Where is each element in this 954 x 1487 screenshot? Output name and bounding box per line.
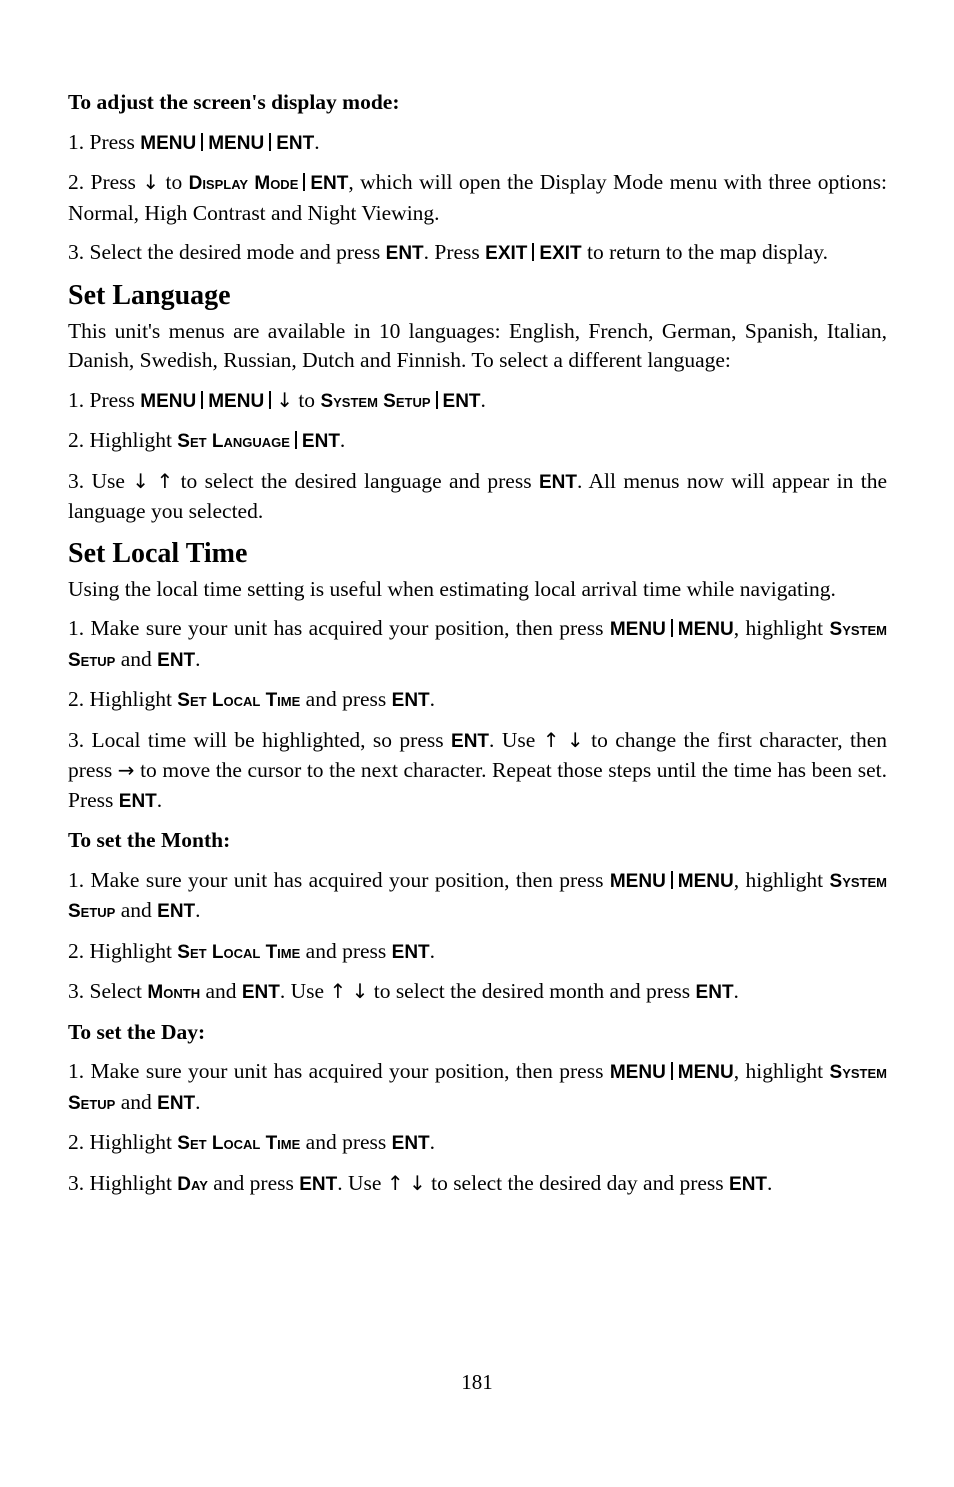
text: , highlight bbox=[733, 867, 830, 892]
text: . bbox=[480, 387, 486, 412]
text: 2. Highlight bbox=[68, 938, 178, 963]
menu-system-setup: System Setup bbox=[68, 870, 887, 922]
key-ent: ENT bbox=[301, 431, 340, 452]
arrow-up-icon: ↑ bbox=[386, 1170, 404, 1195]
text: 1. Make sure your unit has acquired your position, then press bbox=[68, 616, 610, 640]
set-language-title: Set Language bbox=[68, 279, 231, 311]
display-mode-step-3 bbox=[68, 238, 887, 269]
text: . bbox=[429, 687, 436, 711]
key-ent: ENT bbox=[391, 1133, 430, 1154]
text: 2. Highlight bbox=[68, 687, 178, 711]
set-language-step-2 bbox=[68, 426, 887, 457]
key-separator bbox=[269, 133, 271, 151]
key-menu: MENU bbox=[677, 870, 734, 892]
key-menu: MENU bbox=[609, 1062, 666, 1083]
text: . bbox=[733, 979, 739, 1003]
text: 1. Make sure your unit has acquired your position, then press bbox=[68, 1059, 610, 1083]
text: 3. Highlight bbox=[68, 1170, 178, 1195]
text: . Use bbox=[337, 1170, 387, 1195]
arrow-up-icon: ↑ bbox=[329, 979, 347, 1003]
text: to select the desired month and press bbox=[368, 979, 696, 1003]
key-ent: ENT bbox=[241, 982, 280, 1003]
key-ent: ENT bbox=[276, 132, 315, 154]
key-separator bbox=[201, 133, 203, 151]
text: . All menus now will appear in the language you selected. bbox=[68, 468, 888, 523]
key-ent: ENT bbox=[157, 649, 196, 671]
text: 2. Highlight bbox=[68, 1130, 178, 1154]
key-separator bbox=[201, 391, 203, 409]
text: 3. Local time will be highlighted, so press bbox=[68, 727, 452, 752]
key-separator bbox=[671, 1062, 673, 1080]
key-ent: ENT bbox=[538, 471, 577, 493]
arrow-down-icon: ↓ bbox=[276, 387, 293, 412]
text: to select the desired language and press bbox=[173, 468, 539, 493]
text: 1. Press bbox=[68, 129, 141, 154]
set-local-time-step-1 bbox=[68, 614, 887, 675]
text: to bbox=[159, 170, 189, 194]
menu-day: Day bbox=[177, 1173, 208, 1195]
menu-set-local-time: Set Local Time bbox=[177, 1133, 301, 1154]
set-local-time-step-3 bbox=[68, 726, 887, 817]
text: . bbox=[195, 1089, 201, 1114]
set-local-time-intro: Using the local time setting is useful when estimating local arrival time while navigating. bbox=[68, 576, 836, 601]
display-mode-step-1 bbox=[68, 128, 887, 159]
menu-system-setup: System Setup bbox=[68, 619, 887, 671]
menu-system-setup: System Setup bbox=[68, 1062, 887, 1114]
set-language-step-1 bbox=[68, 386, 887, 417]
menu-month: Month bbox=[147, 982, 201, 1003]
key-ent: ENT bbox=[157, 901, 196, 922]
key-ent: ENT bbox=[442, 390, 481, 412]
text: , highlight bbox=[733, 616, 830, 640]
text: and press bbox=[300, 687, 392, 711]
key-ent: ENT bbox=[310, 173, 349, 194]
set-language-step-3 bbox=[68, 467, 887, 527]
key-menu: MENU bbox=[677, 1062, 734, 1083]
set-day-step-1 bbox=[68, 1057, 887, 1118]
text: , which will open the Display Mode menu with three options: Normal, High Contrast and Night Viewing. bbox=[68, 170, 887, 225]
menu-display-mode: Display Mode bbox=[188, 173, 299, 194]
key-menu: MENU bbox=[677, 619, 734, 640]
text: . bbox=[767, 1170, 773, 1195]
key-separator bbox=[532, 243, 534, 261]
text: . bbox=[429, 938, 436, 963]
menu-system-setup: System Setup bbox=[320, 390, 431, 412]
set-month-step-3 bbox=[68, 977, 887, 1008]
set-month-step-2 bbox=[68, 937, 887, 968]
text: 1. Press bbox=[68, 387, 141, 412]
key-menu: MENU bbox=[140, 390, 197, 412]
text: , highlight bbox=[733, 1059, 830, 1083]
display-mode-step-2 bbox=[68, 168, 887, 228]
text: to bbox=[292, 387, 321, 412]
text: . bbox=[314, 129, 320, 154]
key-ent: ENT bbox=[385, 243, 424, 264]
set-local-time-title: Set Local Time bbox=[68, 537, 248, 569]
arrow-down-icon: ↓ bbox=[351, 979, 369, 1003]
key-ent: ENT bbox=[118, 790, 157, 812]
key-ent: ENT bbox=[451, 730, 490, 752]
text: and press bbox=[207, 1170, 300, 1195]
arrow-down-icon: ↓ bbox=[142, 170, 160, 194]
text: . bbox=[429, 1130, 436, 1154]
key-separator bbox=[303, 173, 305, 191]
text: and press bbox=[300, 938, 392, 963]
text: 3. Select bbox=[68, 979, 148, 1003]
text: and bbox=[115, 898, 158, 922]
key-ent: ENT bbox=[729, 1173, 768, 1195]
text: . bbox=[195, 898, 201, 922]
menu-set-local-time: Set Local Time bbox=[177, 941, 301, 963]
arrow-up-icon: ↑ bbox=[542, 727, 560, 752]
key-ent: ENT bbox=[391, 690, 430, 711]
display-mode-heading: To adjust the screen's display mode: bbox=[68, 90, 400, 114]
arrow-down-icon: ↓ bbox=[132, 468, 150, 493]
key-ent: ENT bbox=[299, 1173, 338, 1195]
arrow-up-icon: ↑ bbox=[156, 468, 174, 493]
set-language-intro: This unit's menus are available in 10 languages: English, French, German, Spanish, Italian, Danish, Swedish, Russian, Dutch and Finnish. To select a different language: bbox=[68, 318, 887, 372]
key-menu: MENU bbox=[609, 870, 666, 892]
text: and bbox=[115, 646, 158, 671]
text: 3. Use bbox=[68, 468, 133, 493]
key-menu: MENU bbox=[208, 390, 265, 412]
text: . bbox=[156, 787, 163, 812]
text: and press bbox=[300, 1130, 392, 1154]
text: . bbox=[195, 646, 201, 671]
text: 3. Select the desired mode and press bbox=[68, 240, 386, 264]
set-month-heading: To set the Month: bbox=[68, 828, 231, 852]
key-menu: MENU bbox=[140, 132, 197, 154]
arrow-down-icon: ↓ bbox=[566, 727, 584, 752]
key-separator bbox=[269, 391, 271, 409]
text: and bbox=[115, 1089, 158, 1114]
set-day-heading: To set the Day: bbox=[68, 1019, 206, 1044]
set-day-step-2 bbox=[68, 1128, 887, 1159]
key-separator bbox=[295, 431, 297, 449]
text: to change the first character, then press bbox=[68, 727, 888, 782]
text: to return to the map display. bbox=[581, 240, 829, 264]
text: to select the desired day and press bbox=[425, 1170, 730, 1195]
text: and bbox=[200, 979, 242, 1003]
key-separator bbox=[671, 871, 673, 889]
key-menu: MENU bbox=[609, 619, 666, 640]
menu-set-local-time: Set Local Time bbox=[177, 690, 301, 711]
key-separator bbox=[671, 619, 673, 637]
text: 2. Highlight bbox=[68, 428, 178, 452]
text: . Use bbox=[279, 979, 330, 1003]
set-day-step-3 bbox=[68, 1169, 887, 1200]
key-separator bbox=[436, 391, 438, 409]
key-ent: ENT bbox=[157, 1092, 196, 1114]
key-menu: MENU bbox=[208, 132, 265, 154]
text: to move the cursor to the next character. Repeat those steps until the time has been set. Press bbox=[68, 758, 887, 812]
text: 1. Make sure your unit has acquired your position, then press bbox=[68, 867, 610, 892]
set-local-time-step-2 bbox=[68, 685, 887, 716]
key-exit: EXIT bbox=[539, 243, 582, 264]
key-ent: ENT bbox=[695, 982, 734, 1003]
key-exit: EXIT bbox=[485, 243, 528, 264]
key-ent: ENT bbox=[391, 941, 430, 963]
menu-set-language: Set Language bbox=[177, 431, 290, 452]
text: . Use bbox=[489, 727, 543, 752]
text: . bbox=[339, 428, 346, 452]
arrow-down-icon: ↓ bbox=[408, 1170, 426, 1195]
page-number: 181 bbox=[461, 1370, 493, 1394]
manual-page bbox=[68, 88, 887, 1209]
text: 2. Press bbox=[68, 170, 143, 194]
arrow-right-icon: → bbox=[117, 758, 135, 782]
set-month-step-1 bbox=[68, 866, 887, 927]
text: . Press bbox=[423, 240, 486, 264]
